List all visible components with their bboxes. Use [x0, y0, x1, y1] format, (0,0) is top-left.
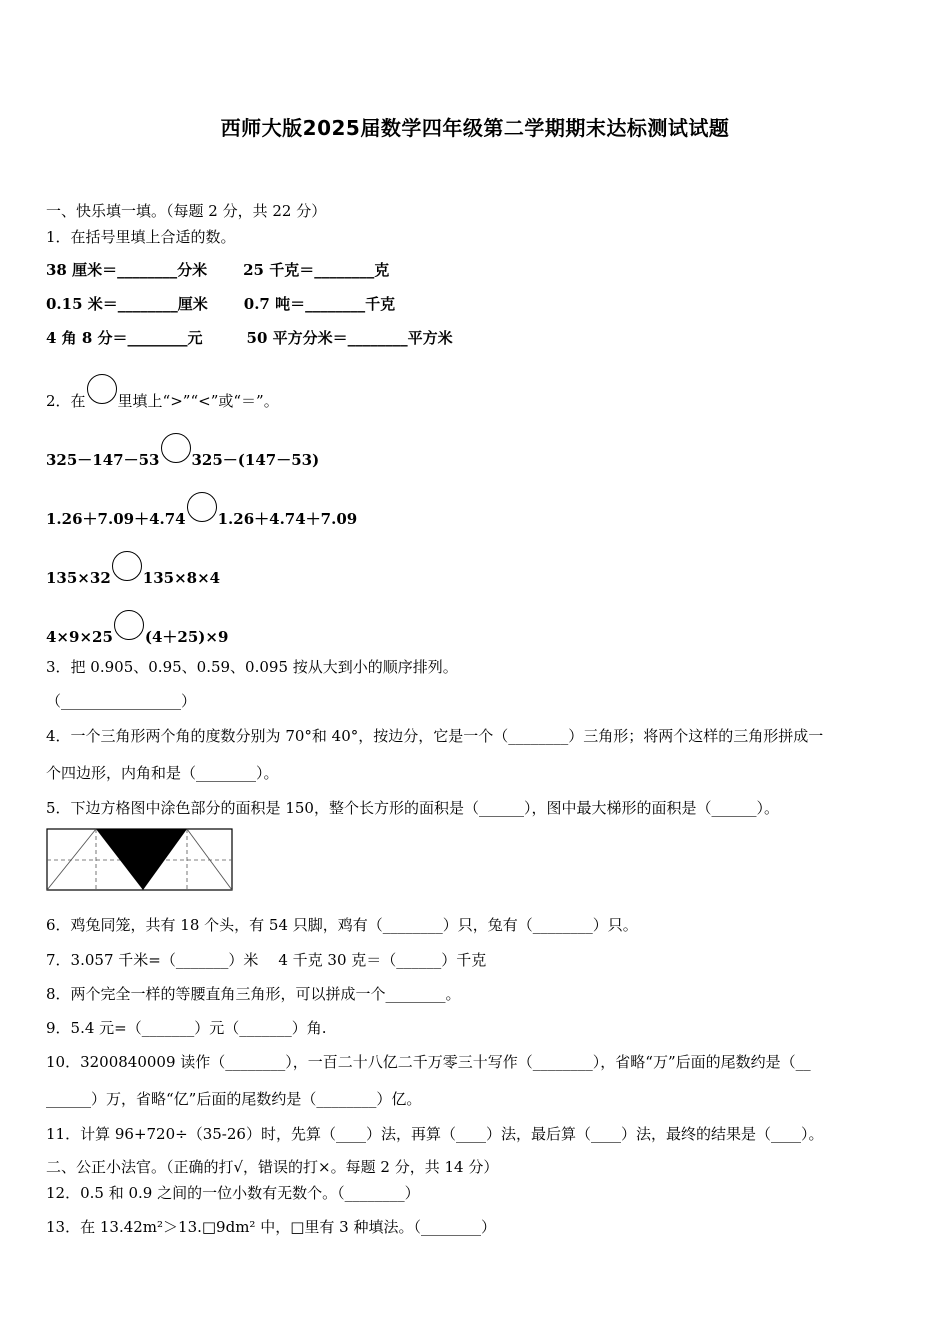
question-1-stem: 1．在括号里填上合适的数。 — [46, 228, 236, 246]
question-11: 11．计算 96+720÷（35-26）时，先算（____）法，再算（____）法，最后算（____）法，最终的结果是（____）。 — [46, 1125, 824, 1143]
expr-3-left: 135×32 — [46, 569, 111, 587]
q1-item-6: 50 平方分米＝________平方米 — [246, 329, 453, 347]
question-2-expr-1 — [46, 433, 319, 470]
expr-4-right: (4＋25)×9 — [144, 628, 229, 646]
q1-item-5: 4 角 8 分＝________元 — [46, 329, 203, 347]
q7-part-2: 4 千克 30 克＝（______）千克 — [278, 951, 487, 969]
section-2-heading: 二、公正小法官。（正确的打√，错误的打×。每题 2 分，共 14 分） — [46, 1158, 499, 1176]
question-6: 6．鸡兔同笼，共有 18 个头，有 54 只脚，鸡有（________）只，兔有（________）只。 — [46, 916, 638, 934]
trapezoid-right-edge — [187, 829, 232, 890]
page-title: 西师大版2025届数学四年级第二学期期末达标测试试题 — [220, 116, 730, 140]
question-3-answer[interactable]: （________________） — [46, 692, 197, 710]
question-9: 9．5.4 元=（_______）元（_______）角. — [46, 1019, 327, 1037]
expr-1-right: 325－(147－53) — [191, 451, 320, 469]
question-3-stem: 3．把 0.905、0.95、0.59、0.095 按从大到小的顺序排列。 — [46, 658, 458, 676]
question-2-expr-3 — [46, 551, 220, 588]
q2-stem-end: 里填上“>”“<”或“＝”。 — [117, 392, 279, 410]
expr-4-left: 4×9×25 — [46, 628, 113, 646]
answer-circle-1[interactable] — [161, 433, 191, 463]
question-1-row-1 — [46, 260, 389, 280]
q1-item-3: 0.15 米＝________厘米 — [46, 295, 208, 313]
question-10-line-1: 10．3200840009 读作（________），一百二十八亿二千万零三十写作（________），省略“万”后面的尾数约是（__ — [46, 1053, 811, 1071]
compare-circle-icon — [87, 374, 117, 404]
question-4-line-2: 个四边形，内角和是（________）。 — [46, 764, 279, 782]
grid-figure — [46, 828, 234, 892]
q7-part-1: 7．3.057 千米=（_______）米 — [46, 951, 259, 969]
section-1-heading: 一、快乐填一填。（每题 2 分，共 22 分） — [46, 202, 327, 220]
question-7 — [46, 950, 486, 970]
expr-2-left: 1.26＋7.09＋4.74 — [46, 510, 186, 528]
shaded-triangle — [96, 829, 187, 890]
question-1-row-3 — [46, 328, 453, 348]
question-13: 13．在 13.42m²＞13.□9dm² 中，□里有 3 种填法。（________） — [46, 1218, 496, 1236]
question-5: 5．下边方格图中涂色部分的面积是 150，整个长方形的面积是（______），图中最大梯形的面积是（______）。 — [46, 799, 779, 817]
answer-circle-2[interactable] — [187, 492, 217, 522]
expr-3-right: 135×8×4 — [142, 569, 221, 587]
question-10-line-2: ______）万，省略“亿”后面的尾数约是（________）亿。 — [46, 1090, 422, 1108]
answer-circle-3[interactable] — [112, 551, 142, 581]
question-4-line-1: 4．一个三角形两个角的度数分别为 70°和 40°，按边分，它是一个（________）三角形；将两个这样的三角形拼成一 — [46, 727, 824, 745]
answer-circle-4[interactable] — [114, 610, 144, 640]
question-2-expr-2 — [46, 492, 357, 529]
question-1-row-2 — [46, 294, 395, 314]
trapezoid-left-edge — [47, 829, 96, 890]
q1-item-2: 25 千克＝________克 — [243, 261, 390, 279]
q1-item-1: 38 厘米＝________分米 — [46, 261, 208, 279]
question-2-stem — [46, 374, 279, 411]
expr-1-left: 325－147－53 — [46, 451, 160, 469]
question-12: 12．0.5 和 0.9 之间的一位小数有无数个。（________） — [46, 1184, 420, 1202]
question-2-expr-4 — [46, 610, 228, 647]
q1-item-4: 0.7 吨＝________千克 — [243, 295, 396, 313]
expr-2-right: 1.26＋4.74＋7.09 — [217, 510, 358, 528]
question-8: 8．两个完全一样的等腰直角三角形，可以拼成一个________。 — [46, 985, 461, 1003]
q2-stem-start: 2．在 — [46, 392, 86, 410]
